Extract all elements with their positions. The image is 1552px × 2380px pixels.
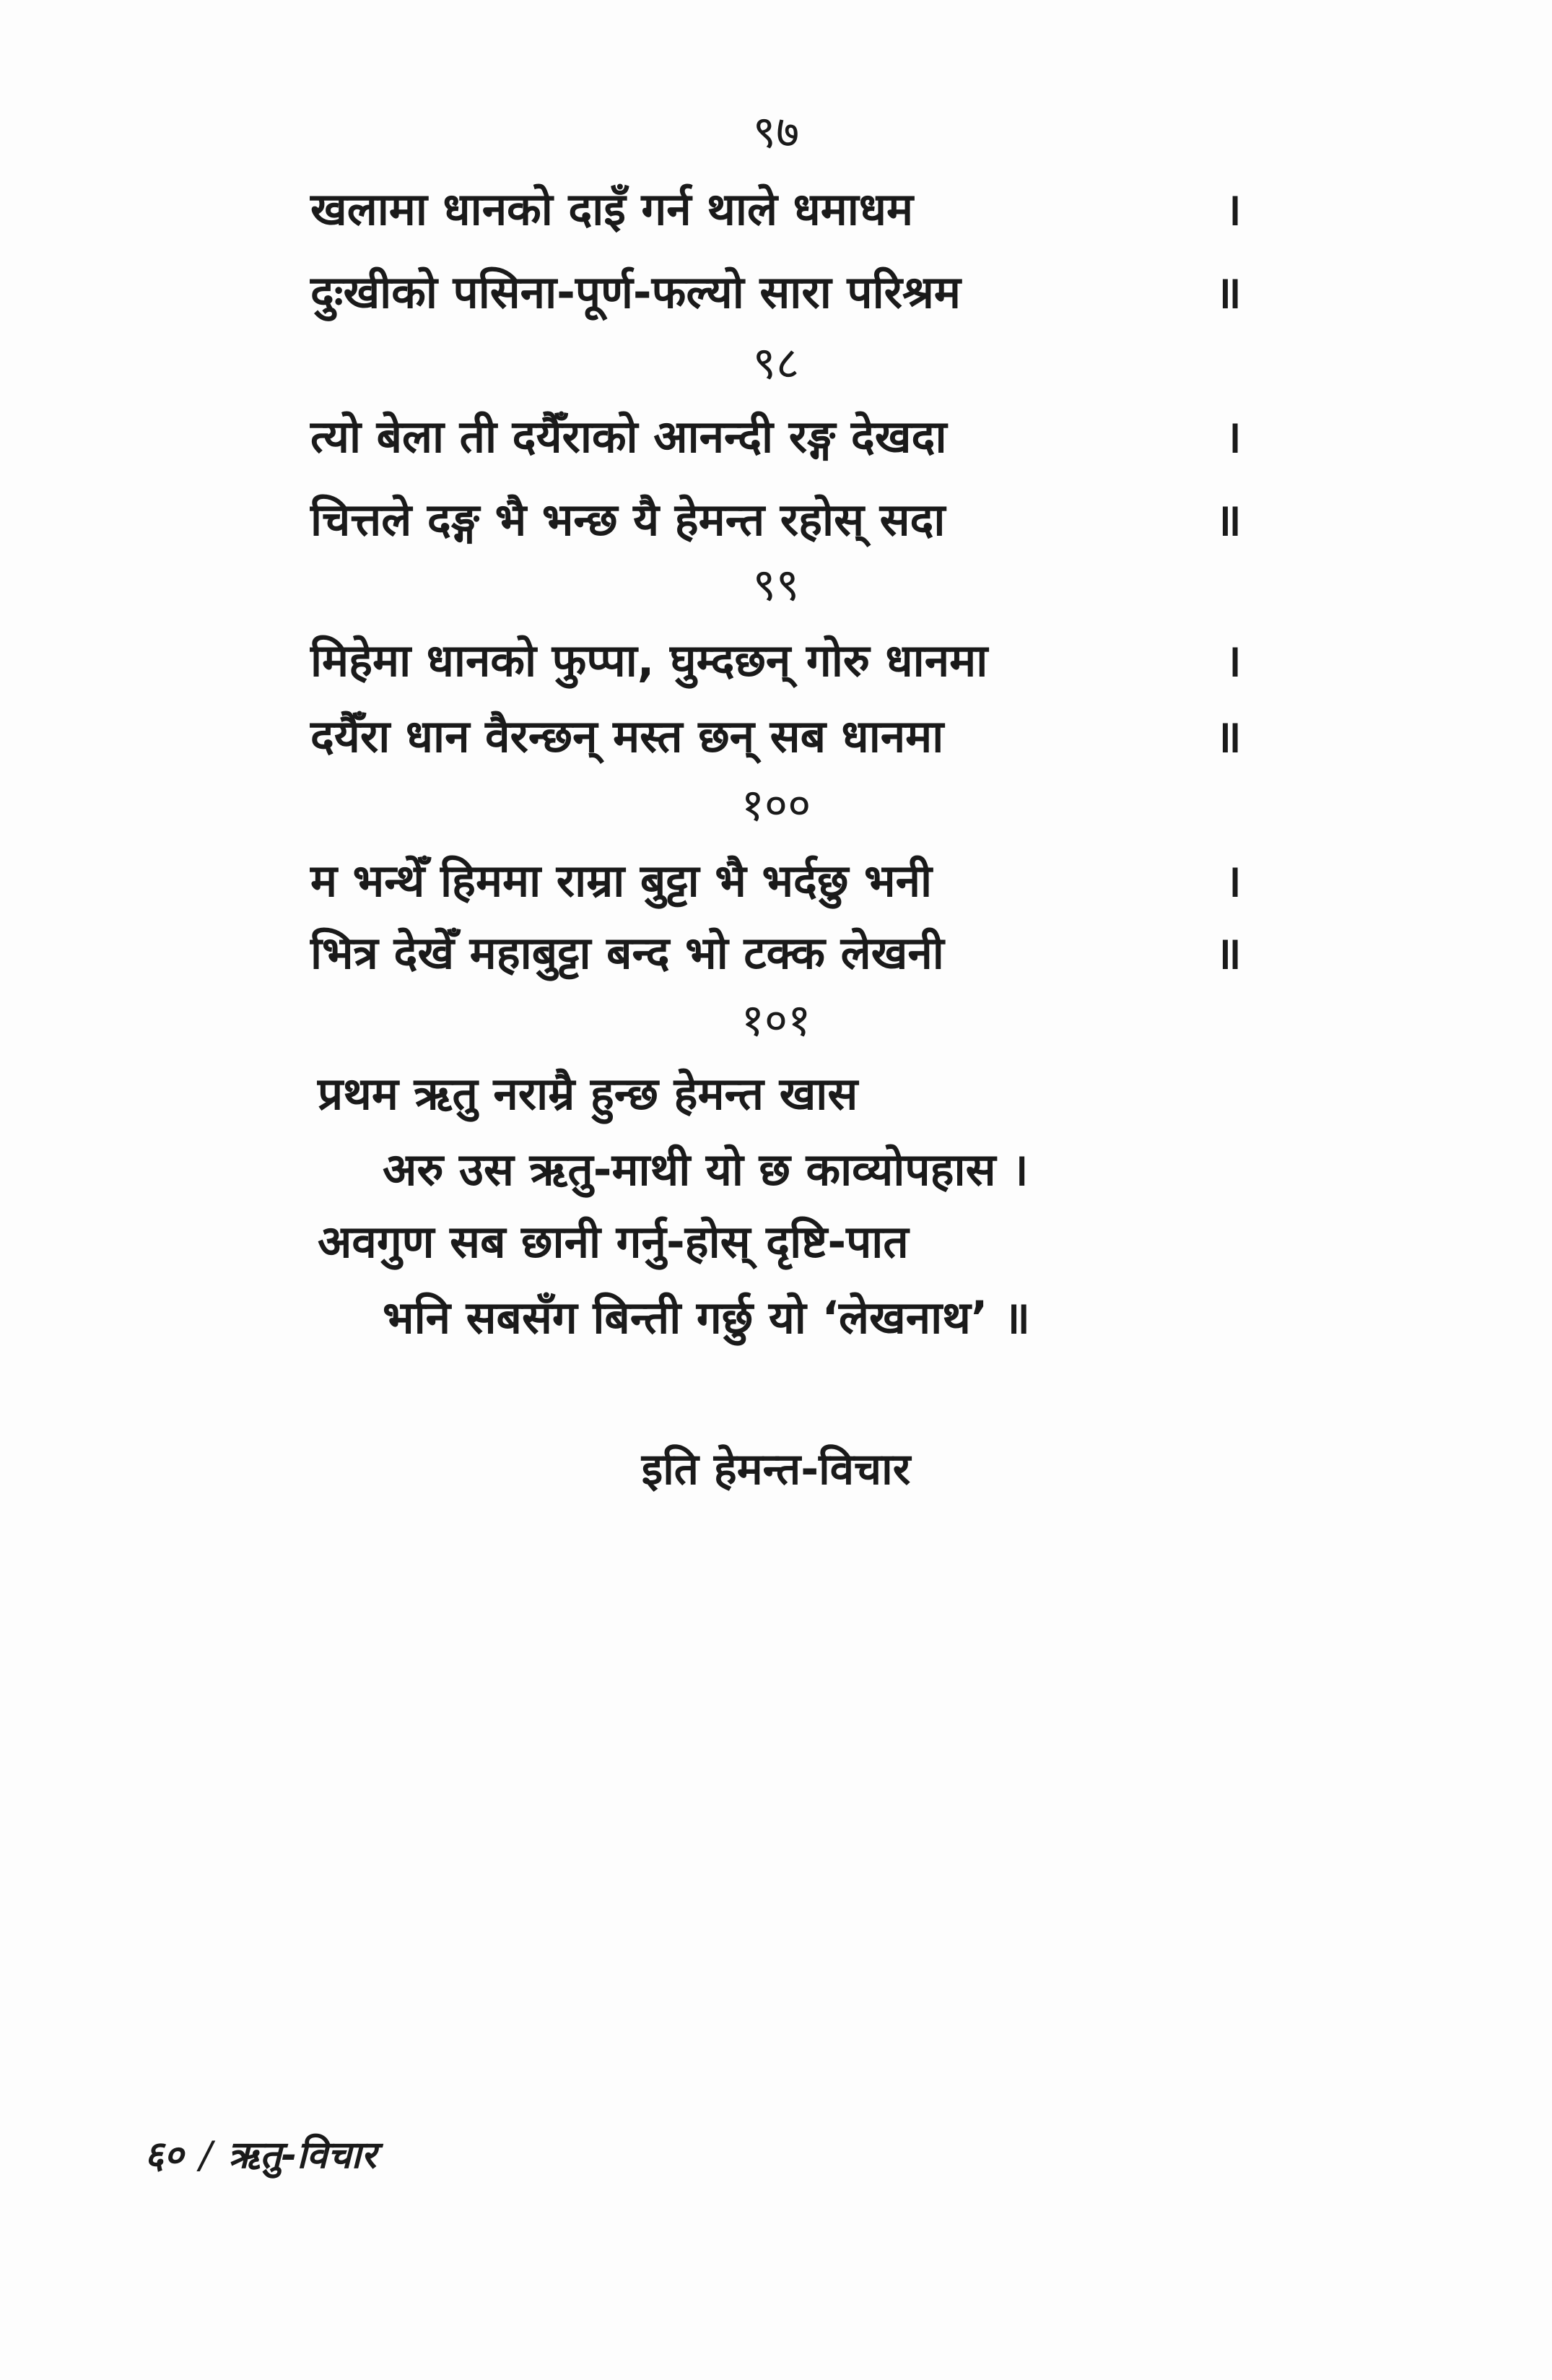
verse-line-text: त्यो बेला ती दयैँराको आनन्दी रङ्ग देखदा [310,410,947,463]
verse-line-text: दयैँरा धान वैरन्छन् मस्त छन् सब धानमा [310,710,944,763]
verse-line [310,924,1242,982]
verse-number: १०० [741,778,811,831]
verse-line-text: मिहेमा धानको फुप्पा, घुम्दछन् गोरु धानमा [310,634,988,687]
verse-line [310,632,1242,690]
verse-number: १०१ [741,994,811,1046]
page-footer [144,2130,376,2181]
verse-line [310,408,1242,466]
danda-mark: । [1224,410,1242,463]
colophon: इति हेमन्त-विचार [641,1444,911,1495]
danda-mark: । [1224,854,1242,907]
double-danda-mark: ॥ [1214,710,1242,763]
verse-number: ९७ [752,105,800,158]
double-danda-mark: ॥ [1214,266,1242,318]
verse-line [310,264,1242,321]
verse-line: अवगुण सब छानी गर्नु-होस् दृष्टि-पात [318,1215,909,1268]
verse-line: प्रथम ऋतु नराम्रै हुन्छ हेमन्त खास [318,1067,858,1120]
verse-line [310,491,1242,549]
verse-number: ९८ [752,336,800,389]
verse-line-text: म भन्थेँ हिममा राम्रा बुट्टा भै भर्दछु भनी [310,854,933,907]
double-danda-mark: ॥ [1214,493,1242,546]
verse-line: अरु उस ऋतु-माथी यो छ काव्योपहास । [383,1143,1029,1196]
verse-number: ९९ [752,558,800,611]
book-title: ऋतु-विचार [227,2134,377,2177]
danda-mark: । [1224,183,1242,235]
danda-mark: । [1224,634,1242,687]
verse-line-text: खलामा धानको दाइँ गर्न थाले धमाधम [310,183,914,235]
footer-separator: / [199,2134,212,2177]
verse-line-text: भित्र देखेँ महाबुट्टा बन्द भो टक्क लेखनी [310,926,944,979]
double-danda-mark: ॥ [1214,926,1242,979]
page-number: ६० [144,2134,184,2177]
verse-line: भनि सबसँग बिन्ती गर्छु यो ‘लेखनाथ’ ॥ [383,1291,1031,1344]
verse-line [310,181,1242,238]
verse-line [310,852,1242,910]
verse-line-text: दुःखीको पसिना-पूर्ण-फल्यो सारा परिश्रम [310,266,961,318]
verse-line-text: चित्तले दङ्ग भै भन्छ यै हेमन्त रहोस् सदा [310,493,946,546]
verse-line [310,708,1242,765]
